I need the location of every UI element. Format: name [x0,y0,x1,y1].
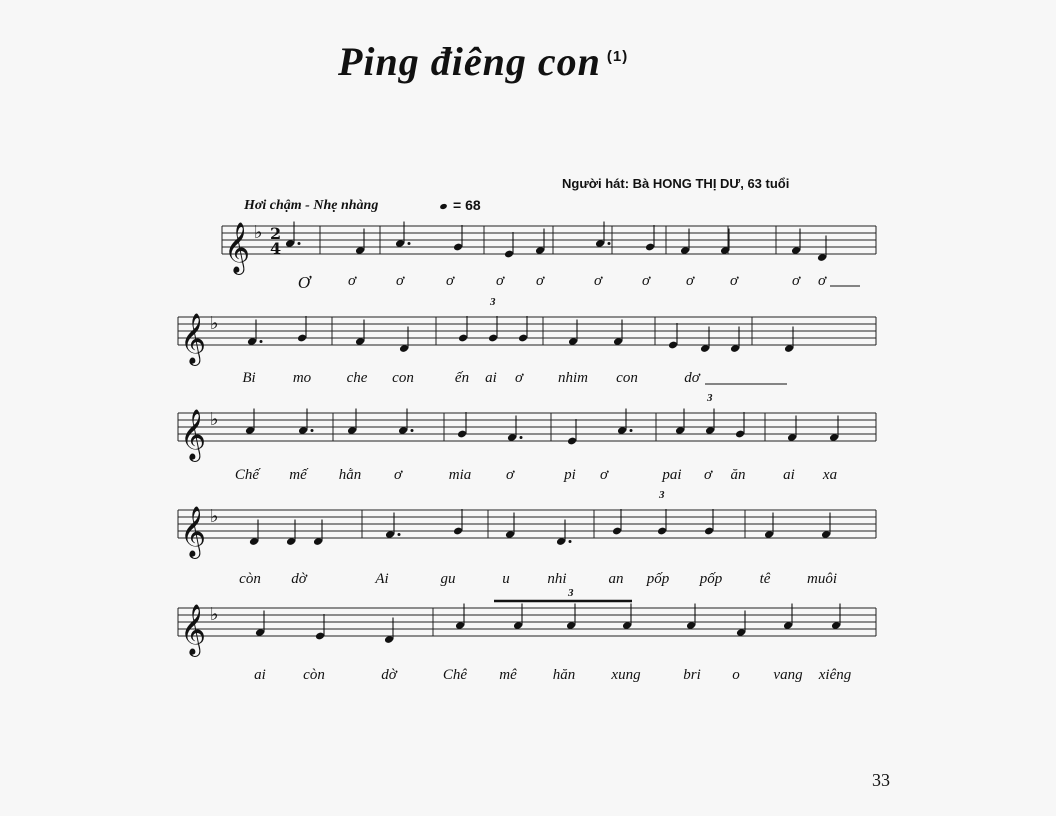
singer-credit: Người hát: Bà HONG THỊ DƯ, 63 tuổi [562,176,790,191]
lyric-syllable: mia [448,467,472,483]
treble-clef-icon: 𝄞 [180,409,207,460]
augmentation-dot [408,242,411,245]
lyric-syllable: nhi [547,571,567,587]
lyric-syllable: dờ [291,571,307,587]
lyric-syllable: mo [292,370,312,386]
lyric-syllable: ai [254,667,266,683]
page-number: 33 [872,770,890,790]
song-title-text: Ping điêng con [338,39,601,84]
lyric-syllable: Ai [375,571,389,587]
lyric-syllable: pốp [646,571,670,587]
lyric-syllable: Bi [242,370,256,386]
time-signature-top: 2 [270,224,282,243]
treble-clef-icon: 𝄞 [180,506,207,557]
lyric-syllable: gu [440,571,456,587]
augmentation-dot [311,429,314,432]
flat-key-signature-icon: ♭ [210,313,219,334]
flat-key-signature-icon: ♭ [210,506,219,527]
lyric-syllable: nhim [558,370,588,386]
lyric-syllable: dờ [381,667,397,683]
lyric-syllable: còn [303,667,325,683]
lyric-syllable: ai [783,467,795,483]
flat-key-signature-icon: ♭ [254,222,263,243]
tempo-marking: Hơi chậm - Nhẹ nhàng [244,198,379,213]
augmentation-dot [608,242,611,245]
lyric-syllable: ơ [703,467,713,483]
lyric-syllable: ơ [495,273,505,289]
lyric-syllable: o [732,667,740,683]
augmentation-dot [411,429,414,432]
lyric-syllable: pi [564,467,576,483]
lyric-syllable: Chế [234,467,260,483]
augmentation-dot [298,242,301,245]
flat-key-signature-icon: ♭ [210,604,219,625]
triplet-marker: 3 [659,489,665,501]
staff-system-3 [178,392,876,462]
lyric-syllable: an [608,571,624,587]
triplet-marker: 3 [490,296,496,308]
augmentation-dot [260,340,263,343]
lyric-syllable: Chê [442,667,468,683]
lyric-syllable: vang [773,667,803,683]
treble-clef-icon: 𝄞 [180,604,207,655]
lyric-syllable: con [392,370,414,386]
lyric-syllable: u [502,571,510,587]
augmentation-dot [630,429,633,432]
lyric-syllable: xa [822,467,838,483]
lyric-syllable: hăn [552,667,576,683]
treble-clef-icon: 𝄞 [180,313,207,364]
lyric-syllable: ến [454,370,470,386]
lyric-syllable: xung [611,667,641,683]
lyric-syllable: ơ [535,273,545,289]
time-signature-bottom: 4 [270,239,282,258]
triplet-marker: 3 [568,587,574,599]
metronome-value: = 68 [453,197,481,213]
lyric-syllable: ơ [395,273,405,289]
lyric-syllable: dơ [684,370,700,386]
lyric-syllable: con [616,370,638,386]
lyric-syllable: ai [485,370,497,386]
lyric-syllable: ơ [729,273,739,289]
triplet-marker: 3 [707,392,713,404]
treble-clef-icon: 𝄞 [224,222,251,273]
lyric-syllable: ơ [445,273,455,289]
lyric-syllable: tê [759,571,771,587]
lyric-syllable: ơ [347,273,357,289]
lyric-syllable: ơ [641,273,651,289]
lyric-syllable: Ơ [297,273,311,292]
lyric-syllable: xiêng [818,667,852,683]
lyric-syllable: bri [683,667,701,683]
augmentation-dot [569,540,572,543]
lyric-syllable: ơ [791,273,801,289]
lyric-syllable: ơ [514,370,524,386]
lyric-syllable: pốp [699,571,723,587]
staff-system-5 [178,587,876,657]
lyric-syllable: ơ [393,467,403,483]
lyric-syllable: ơ [505,467,515,483]
augmentation-dot [520,436,523,439]
lyric-syllable: còn [239,571,261,587]
title-footnote-marker: (1) [606,47,629,65]
lyric-syllable: mế [289,467,307,483]
lyric-syllable: che [346,370,368,386]
lyric-syllable: ơ [599,467,609,483]
staff-system-1 [222,222,876,276]
augmentation-dot [398,533,401,536]
staff-system-2 [178,296,876,366]
lyric-syllable: pai [662,467,682,483]
lyric-syllable: ơ [593,273,603,289]
lyric-syllable: muôi [807,571,837,587]
lyric-syllable: ơ [817,273,827,289]
lyric-syllable: hằn [338,467,362,483]
lyric-syllable: ăn [730,467,746,483]
flat-key-signature-icon: ♭ [210,409,219,430]
staff-system-4 [178,489,876,559]
lyric-syllable: ơ [685,273,695,289]
lyric-syllable: mê [499,667,517,683]
